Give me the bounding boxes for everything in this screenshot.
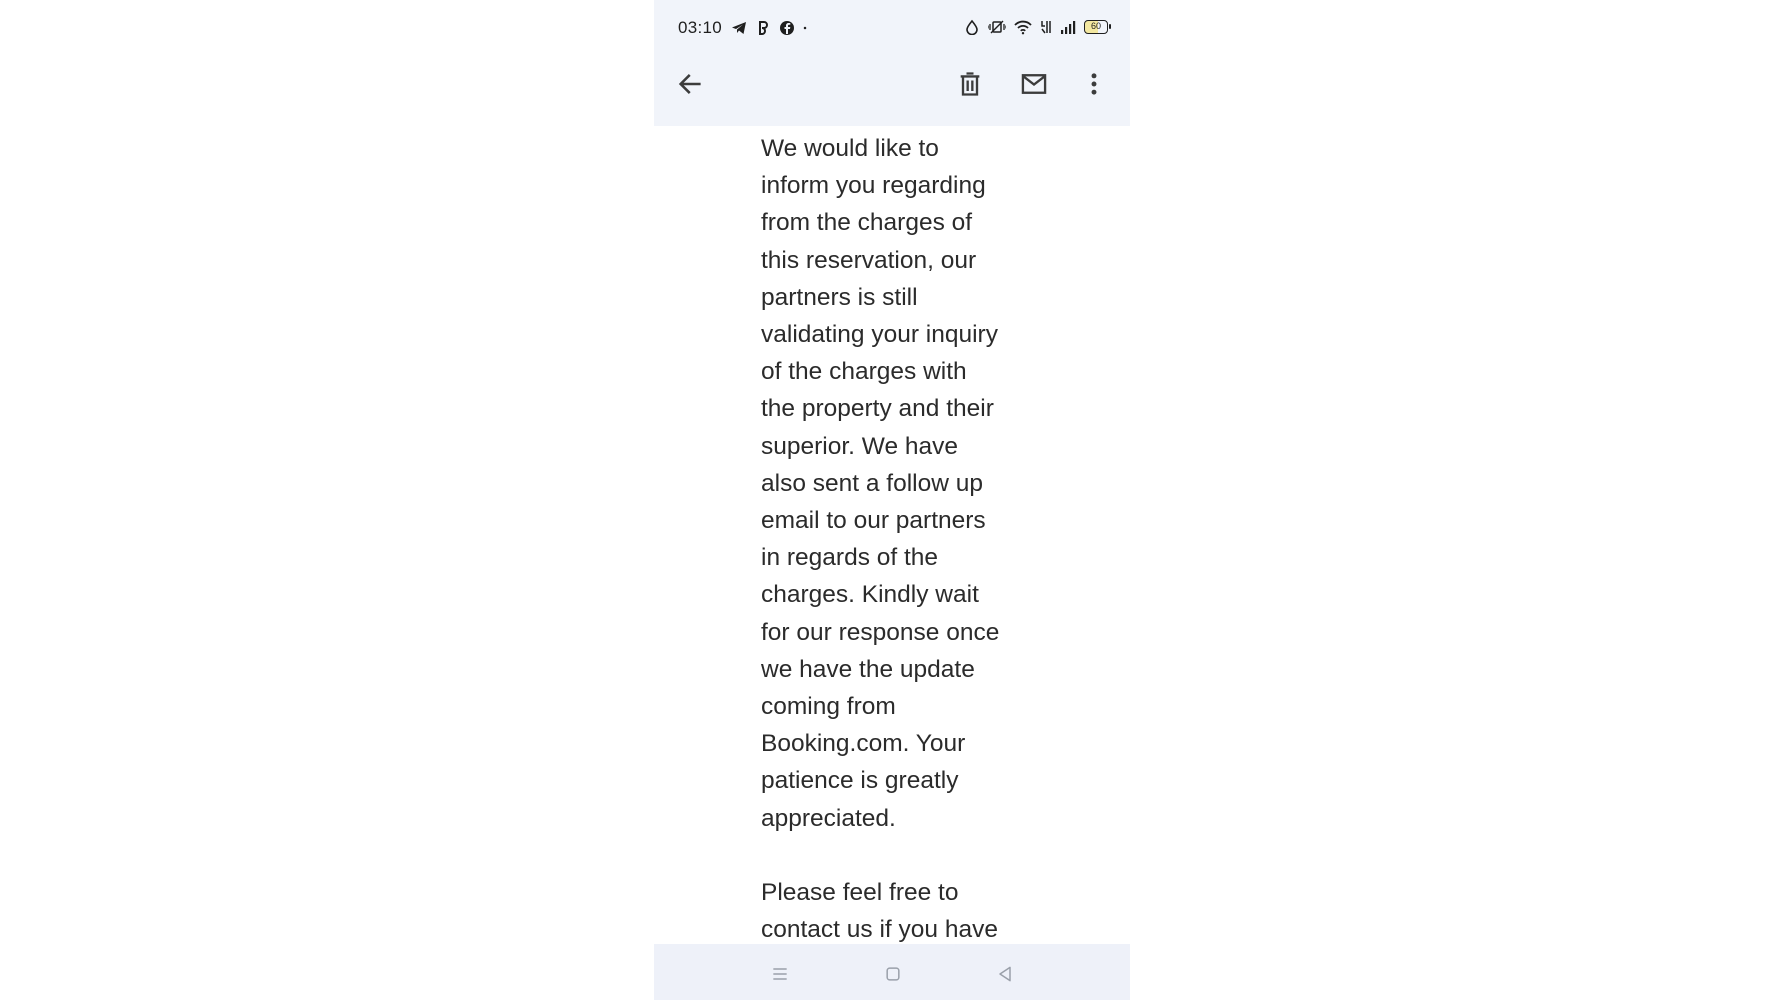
back-triangle-icon [995,964,1015,984]
system-icons [964,19,1108,35]
more-vert-icon [1080,70,1108,98]
volte-icon [1040,19,1052,35]
vibrate-icon [988,19,1006,35]
email-toolbar [654,58,1130,126]
battery-level: 60 [1090,21,1101,31]
home-square-icon [883,964,903,984]
back-arrow-icon [676,70,704,98]
battery-icon [1084,20,1108,34]
notification-icons [731,20,811,36]
data-saver-icon [964,19,980,35]
trash-icon [956,70,984,98]
facebook-icon [779,20,795,36]
status-bar [654,0,1130,58]
phone-screen [654,0,1130,1000]
email-paragraph: Please feel free to contact us if you have [761,878,998,944]
back-button[interactable] [670,64,710,104]
email-paragraph: We would like to inform you regarding from the charges of this reservation, our partners is still validating your inquiry of the charges with the property and their superior. We have also sent a follow up email to our partners in regards of the charges. Kindly wait for our response once we have the update coming from Booking.com. Your patience is greatly appreciated. [761,135,1000,832]
system-navigation-bar [654,944,1130,1000]
system-back-button[interactable] [993,962,1017,986]
more-notifications-dot-icon [803,20,811,36]
recents-menu-icon [770,964,790,984]
delete-button[interactable] [950,64,990,104]
more-options-button[interactable] [1074,64,1114,104]
signal-icon [1060,19,1076,35]
mail-icon [1020,70,1048,98]
email-body [761,130,1031,948]
app-notification-icon [755,20,771,36]
home-button[interactable] [881,962,905,986]
telegram-icon [731,20,747,36]
recents-button[interactable] [768,962,792,986]
mark-unread-button[interactable] [1014,64,1054,104]
wifi-icon [1014,19,1032,35]
status-time: 03:10 [678,18,723,37]
